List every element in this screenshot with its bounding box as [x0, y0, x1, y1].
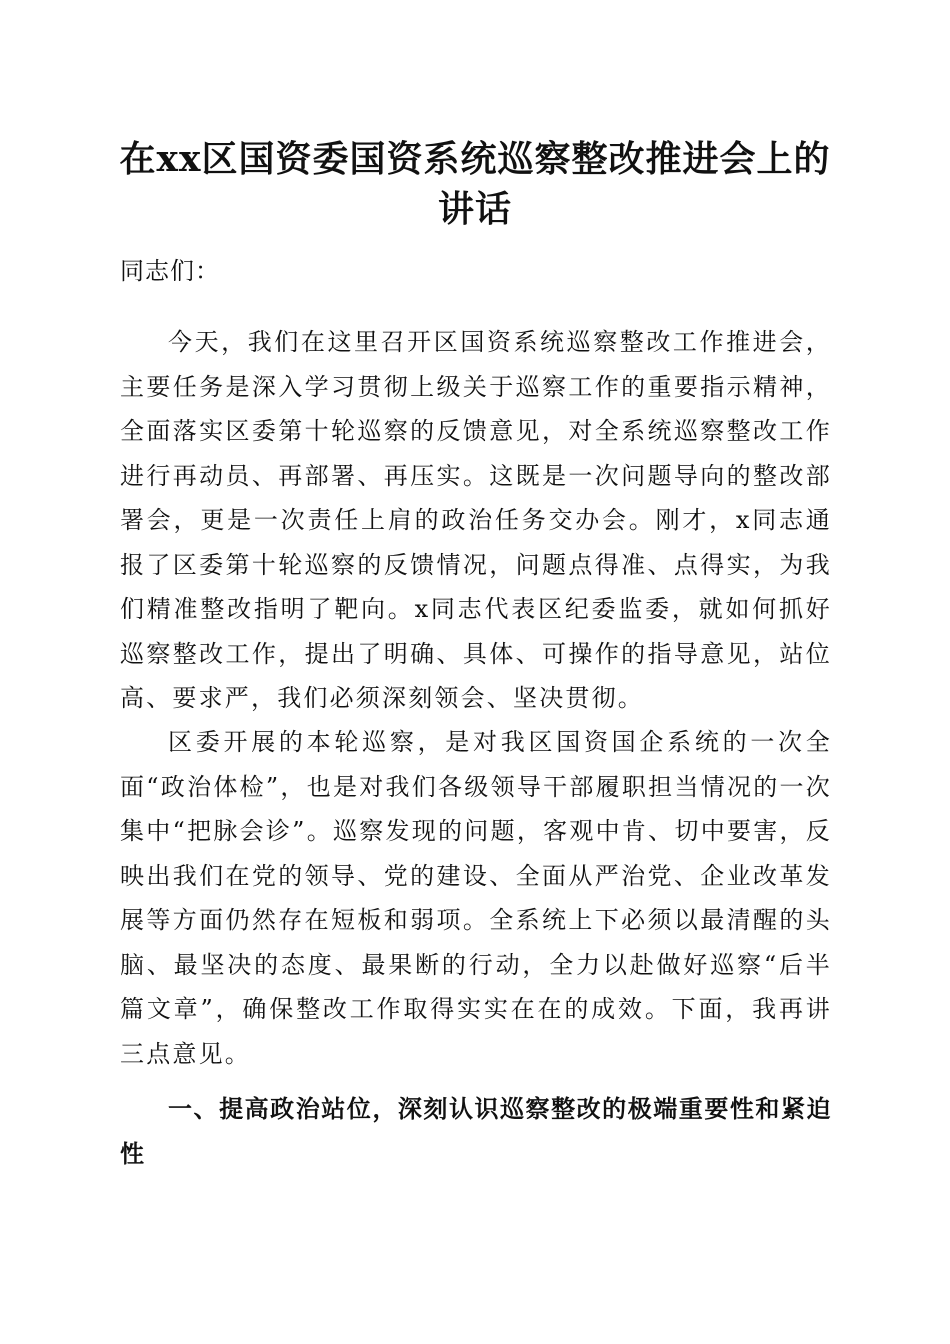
body-paragraph: 今天，我们在这里召开区国资系统巡察整改工作推进会，主要任务是深入学习贯彻上级关于巡察工作的重要指示精神，全面落实区委第十轮巡察的反馈意见，对全系统巡察整改工作进行再动员、再部署、再压实。这既是一次问题导向的整改部署会，更是一次责任上肩的政治任务交办会。刚才，x同志通报了区委第十轮巡察的反馈情况，问题点得准、点得实，为我们精准整改指明了靶向。x同志代表区纪委监委，就如何抓好巡察整改工作，提出了明确、具体、可操作的指导意见，站位高、要求严，我们必须深刻领会、坚决贯彻。	[120, 328, 832, 712]
section-heading: 一、提高政治站位，深刻认识巡察整改的极端重要性和紧迫性	[120, 1095, 832, 1168]
salutation: 同志们：	[120, 257, 220, 285]
body-paragraph: 区委开展的本轮巡察，是对我区国资国企系统的一次全面“政治体检”，也是对我们各级领导干部履职担当情况的一次集中“把脉会诊”。巡察发现的问题，客观中肯、切中要害，反映出我们在党的领导、党的建设、全面从严治党、企业改革发展等方面仍然存在短板和弱项。全系统上下必须以最清醒的头脑、最坚决的态度、最果断的行动，全力以赴做好巡察“后半篇文章”，确保整改工作取得实实在在的成效。下面，我再讲三点意见。	[120, 728, 832, 1068]
document-title: 在xx区国资委国资系统巡察整改推进会上的讲话	[119, 138, 831, 230]
